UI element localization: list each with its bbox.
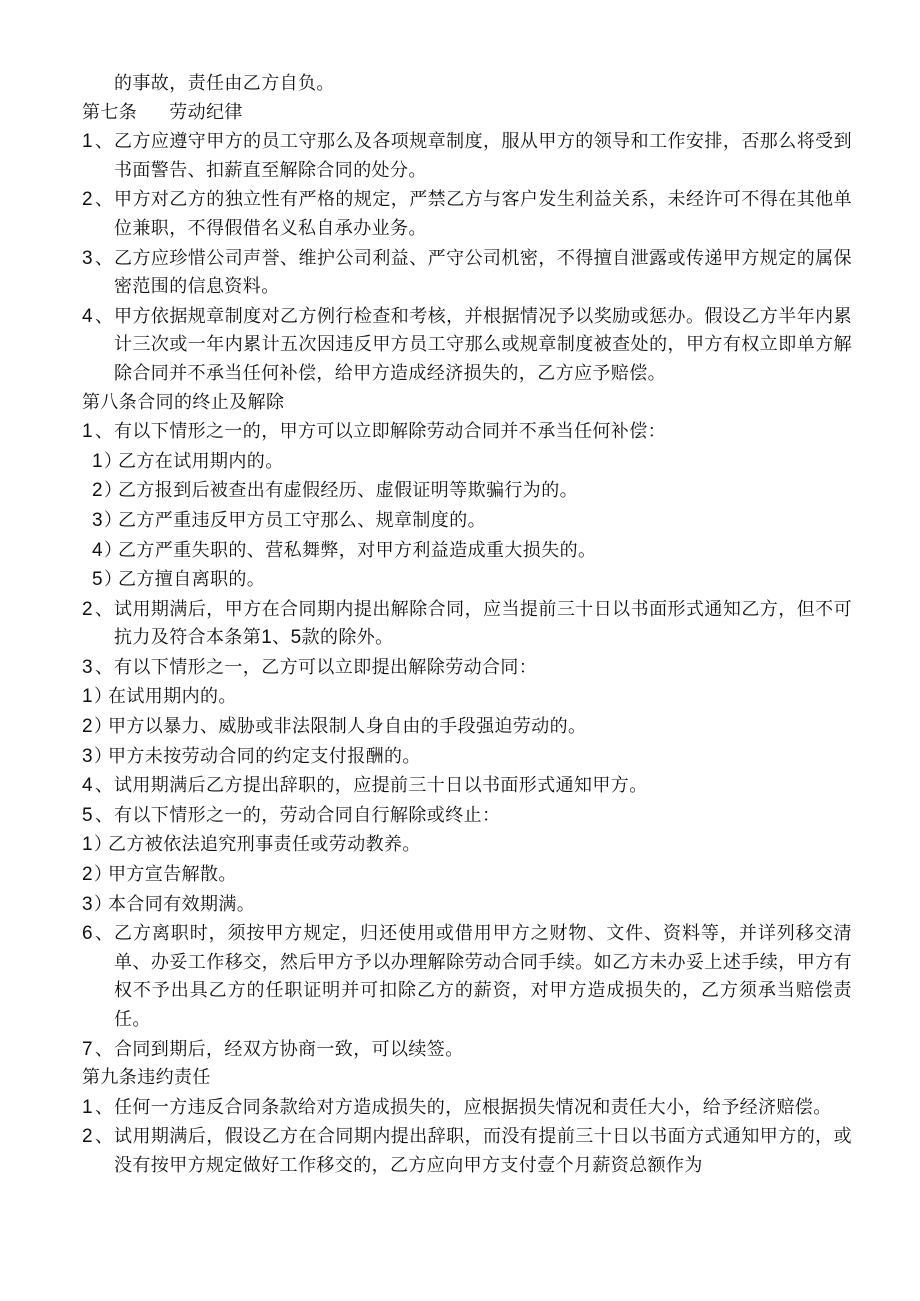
item-separator: 、	[95, 1126, 114, 1148]
sub-number: 2	[82, 864, 93, 886]
item-text: 有以下情形之一的，劳动合同自行解除或终止：	[114, 804, 501, 826]
article-7-item-3	[82, 245, 852, 302]
sub-text: 乙方报到后被查出有虚假经历、虚假证明等欺骗行为的。	[118, 480, 578, 502]
article-7-item-4	[82, 303, 852, 389]
item-number: 4	[82, 305, 93, 327]
article-8-item-7	[82, 1036, 852, 1065]
article-7-title: 劳动纪律	[169, 101, 243, 123]
article-8-item-3-sub-2	[82, 713, 852, 742]
article-7-item-1	[82, 128, 852, 185]
item-text: 有以下情形之一，乙方可以立即提出解除劳动合同：	[114, 656, 538, 678]
article-8-item-1-sub-5	[82, 566, 852, 595]
item-text: 甲方依据规章制度对乙方例行检查和考核，并根据情况予以奖励或惩办。假设乙方半年内累计三次或一年内累计五次因违反甲方员工守那么或规章制度被查处的，甲方有权立即单方解除合同并不承当任何补偿，给甲方造成经济损失的，乙方应予赔偿。	[114, 305, 852, 384]
article-8-heading: 第八条合同的终止及解除	[82, 391, 285, 413]
article-8-item-1	[82, 418, 852, 447]
sub-number: 3	[82, 745, 93, 767]
sub-number: 5	[92, 569, 103, 591]
item-number: 1	[82, 421, 93, 443]
item-text-part: 款的除外。	[301, 627, 394, 649]
item-text: 试用期满后，假设乙方在合同期内提出辞职，而没有提前三十日以书面方式通知甲方的，或没有按甲方规定做好工作移交的，乙方应向甲方支付壹个月薪资总额作为	[114, 1126, 852, 1176]
clause-ref-5: 5	[290, 627, 302, 649]
sub-number: 2	[82, 716, 93, 738]
sub-paren: ）	[94, 893, 113, 915]
item-separator: 、	[95, 923, 114, 945]
sub-number: 3	[92, 509, 103, 531]
sub-text: 乙方被依法追究刑事责任或劳动教养。	[108, 834, 421, 856]
sub-text: 乙方在试用期内的。	[118, 450, 284, 472]
article-8-item-1-sub-3	[82, 507, 852, 536]
item-separator: 、	[95, 598, 114, 620]
article-8-item-5-sub-1	[82, 831, 852, 860]
item-separator: 、	[95, 1096, 114, 1118]
sub-paren: ）	[104, 480, 123, 502]
sub-text: 甲方以暴力、威胁或非法限制人身自由的手段强迫劳动的。	[108, 716, 587, 738]
item-number: 3	[82, 247, 93, 269]
item-separator: 、	[95, 421, 114, 443]
article-9-item-1	[82, 1094, 852, 1123]
sub-text: 甲方未按劳动合同的约定支付报酬的。	[108, 745, 421, 767]
article-8-item-3-sub-1	[82, 683, 852, 712]
item-text	[114, 596, 852, 653]
item-text: 合同到期后，经双方协商一致，可以续签。	[114, 1038, 464, 1060]
sub-paren: ）	[104, 509, 123, 531]
article-8-item-5-sub-2	[82, 861, 852, 890]
item-separator: 、	[95, 305, 114, 327]
article-8-item-1-sub-2	[82, 477, 852, 506]
sub-paren: ）	[104, 450, 123, 472]
sub-number: 3	[82, 893, 93, 915]
item-separator: 、	[95, 656, 114, 678]
document-page	[82, 70, 852, 1181]
sub-paren: ）	[104, 569, 123, 591]
item-text: 有以下情形之一的，甲方可以立即解除劳动合同并不承当任何补偿：	[114, 421, 666, 443]
article-8-item-5-sub-3	[82, 891, 852, 920]
sub-paren: ）	[94, 716, 113, 738]
item-number: 1	[82, 1096, 93, 1118]
sub-number: 4	[92, 539, 103, 561]
item-number: 4	[82, 775, 93, 797]
article-8-item-4	[82, 772, 852, 801]
item-number: 2	[82, 189, 93, 211]
item-separator: 、	[95, 804, 114, 826]
item-text: 乙方离职时，须按甲方规定，归还使用或借用甲方之财物、文件、资料等，并详列移交清单、办妥工作移交，然后甲方予以办理解除劳动合同手续。如乙方未办妥上述手续，甲方有权不予出具乙方的任职证明并可扣除乙方的薪资，对甲方造成损失的，乙方须承当赔偿责任。	[114, 923, 852, 1030]
item-separator: 、	[95, 189, 114, 211]
sub-text: 本合同有效期满。	[108, 893, 256, 915]
article-9-heading: 第九条违约责任	[82, 1067, 211, 1089]
sub-number: 1	[82, 834, 93, 856]
item-number: 5	[82, 804, 93, 826]
article-8-item-2	[82, 596, 852, 653]
article-7-item-2	[82, 186, 852, 243]
sub-number: 1	[92, 450, 103, 472]
item-text: 乙方应珍惜公司声誉、维护公司利益、严守公司机密，不得擅自泄露或传递甲方规定的属保密范围的信息资料。	[114, 247, 852, 298]
article-9-item-2	[82, 1123, 852, 1180]
item-separator: 、	[95, 775, 114, 797]
article-8-item-1-sub-4	[82, 537, 852, 566]
article-7-heading	[82, 99, 852, 128]
sub-number: 2	[92, 480, 103, 502]
sub-number: 1	[82, 686, 93, 708]
continuation-line: 的事故，责任由乙方自负。	[114, 73, 335, 94]
sub-text: 在试用期内的。	[108, 686, 237, 708]
item-text: 甲方对乙方的独立性有严格的规定，严禁乙方与客户发生利益关系，未经许可不得在其他单位兼职，不得假借名义私自承办业务。	[114, 189, 852, 239]
article-8-item-6	[82, 920, 852, 1034]
sub-paren: ）	[94, 686, 113, 708]
article-8-item-5	[82, 802, 852, 831]
article-7-number: 第七条	[82, 101, 138, 123]
sub-paren: ）	[104, 539, 123, 561]
item-separator: 、	[95, 1038, 114, 1060]
sub-paren: ）	[94, 834, 113, 856]
item-text: 试用期满后乙方提出辞职的，应提前三十日以书面形式通知甲方。	[114, 775, 648, 797]
sub-text: 乙方严重失职的、营私舞弊，对甲方利益造成重大损失的。	[118, 539, 597, 561]
item-number: 1	[82, 131, 93, 153]
sub-text: 甲方宣告解散。	[108, 864, 237, 886]
sub-text: 乙方擅自离职的。	[118, 569, 266, 591]
item-separator: 、	[95, 247, 114, 269]
article-8-item-3-sub-3	[82, 743, 852, 772]
article-8-item-1-sub-1	[82, 448, 852, 477]
item-text: 乙方应遵守甲方的员工守那么及各项规章制度，服从甲方的领导和工作安排，否那么将受到书面警告、扣薪直至解除合同的处分。	[114, 131, 852, 181]
item-number: 2	[82, 1126, 93, 1148]
item-number: 6	[82, 923, 93, 945]
clause-ref-separator: 、	[272, 627, 291, 649]
item-number: 2	[82, 598, 93, 620]
sub-paren: ）	[94, 745, 113, 767]
article-8-item-3	[82, 654, 852, 683]
item-text: 任何一方违反合同条款给对方造成损失的，应根据损失情况和责任大小，给予经济赔偿。	[114, 1096, 832, 1118]
clause-ref-1: 1	[261, 627, 273, 649]
item-separator: 、	[95, 131, 114, 153]
item-number: 7	[82, 1038, 93, 1060]
sub-text: 乙方严重违反甲方员工守那么、规章制度的。	[118, 509, 486, 531]
item-number: 3	[82, 656, 93, 678]
sub-paren: ）	[94, 864, 113, 886]
item-text-part: 试用期满后，甲方在合同期内提出解除合同，应当提前三十日以书面形式通知乙方，但不可抗力及符合本条第	[114, 598, 852, 649]
